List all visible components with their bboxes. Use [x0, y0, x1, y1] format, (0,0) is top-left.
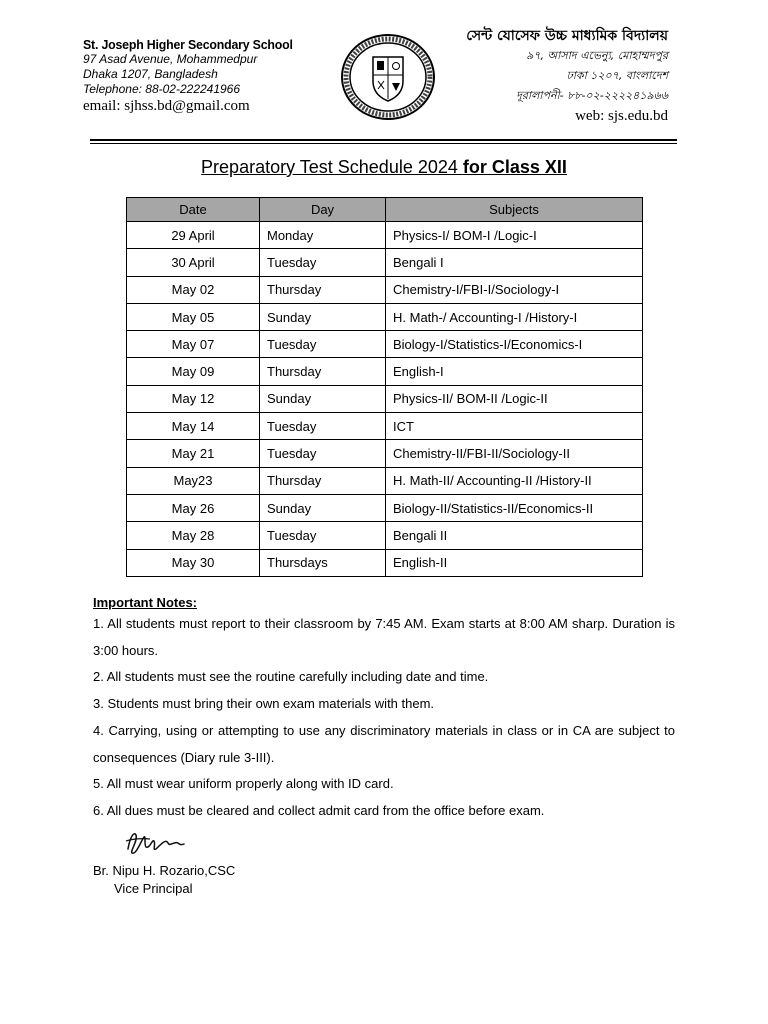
table-row	[127, 358, 643, 385]
note-item: 5. All must wear uniform properly along with ID card.	[93, 776, 394, 792]
handwritten-signature-icon	[122, 829, 188, 857]
cell-subjects: Biology-II/Statistics-II/Economics-II	[386, 494, 643, 521]
header-divider-thin	[90, 143, 677, 144]
table-row	[127, 440, 643, 467]
cell-day: Monday	[260, 222, 386, 249]
header-subjects: Subjects	[386, 198, 643, 222]
table-header-row	[127, 198, 643, 222]
signatory	[93, 862, 235, 898]
school-name-bengali: সেন্ট যোসেফ উচ্চ মাধ্যমিক বিদ্যালয়	[466, 28, 668, 44]
cell-subjects: Physics-II/ BOM-II /Logic-II	[386, 385, 643, 412]
header-day: Day	[260, 198, 386, 222]
table-row	[127, 303, 643, 330]
website: web: sjs.edu.bd	[575, 108, 668, 124]
address-bengali-2: ঢাকা ১২০৭, বাংলাদেশ	[566, 69, 668, 82]
header-left	[83, 37, 323, 115]
table-row	[127, 385, 643, 412]
address-bengali-1: ৯৭, আসাদ এভেন্যু, মোহাম্মদপুর	[526, 49, 668, 62]
table-row	[127, 413, 643, 440]
table-row	[127, 467, 643, 494]
cell-day: Sunday	[260, 385, 386, 412]
cell-day: Thursday	[260, 358, 386, 385]
note-item: 3. Students must bring their own exam materials with them.	[93, 696, 435, 712]
header-divider-thick	[90, 139, 677, 141]
cell-subjects: Biology-I/Statistics-I/Economics-I	[386, 331, 643, 358]
cell-date: May 07	[127, 331, 260, 358]
table-row	[127, 249, 643, 276]
cell-date: 30 April	[127, 249, 260, 276]
cell-subjects: Physics-I/ BOM-I /Logic-I	[386, 222, 643, 249]
header-date: Date	[127, 198, 260, 222]
cell-subjects: Chemistry-I/FBI-I/Sociology-I	[386, 276, 643, 303]
title-main: Preparatory Test Schedule 2024	[201, 157, 463, 177]
cell-date: May 12	[127, 385, 260, 412]
cell-day: Tuesday	[260, 413, 386, 440]
note-item: 1. All students must report to their classroom by 7:45 AM. Exam starts at 8:00 AM sharp. Duration is 3:00 hours.	[93, 616, 675, 658]
telephone: Telephone: 88-02-222241966	[83, 82, 241, 96]
cell-subjects: H. Math-/ Accounting-I /History-I	[386, 303, 643, 330]
table-row	[127, 331, 643, 358]
signatory-name: Br. Nipu H. Rozario,CSC	[93, 863, 236, 878]
cell-day: Tuesday	[260, 522, 386, 549]
signatory-role: Vice Principal	[114, 881, 193, 896]
note-item: 6. All dues must be cleared and collect admit card from the office before exam.	[93, 802, 545, 818]
cell-subjects: Bengali II	[386, 522, 643, 549]
cell-day: Sunday	[260, 494, 386, 521]
cell-day: Thursday	[260, 276, 386, 303]
table-row	[127, 494, 643, 521]
cell-date: May 09	[127, 358, 260, 385]
note-item: 4. Carrying, using or attempting to use any discriminatory materials in class or in CA are subject to consequences (Diary rule 3-III).	[93, 722, 675, 765]
cell-date: May23	[127, 467, 260, 494]
cell-date: May 14	[127, 413, 260, 440]
cell-day: Sunday	[260, 303, 386, 330]
cell-date: May 02	[127, 276, 260, 303]
table-row	[127, 222, 643, 249]
cell-date: May 28	[127, 522, 260, 549]
table-row	[127, 549, 643, 576]
cell-date: 29 April	[127, 222, 260, 249]
address-line-2: Dhaka 1207, Bangladesh	[83, 67, 218, 81]
email: email: sjhss.bd@gmail.com	[83, 98, 250, 114]
school-seal-icon	[340, 33, 436, 121]
cell-subjects: English-I	[386, 358, 643, 385]
cell-date: May 26	[127, 494, 260, 521]
cell-subjects: English-II	[386, 549, 643, 576]
cell-subjects: Chemistry-II/FBI-II/Sociology-II	[386, 440, 643, 467]
schedule-table	[126, 197, 643, 577]
school-name: St. Joseph Higher Secondary School	[83, 37, 293, 52]
cell-day: Thursdays	[260, 549, 386, 576]
cell-subjects: H. Math-II/ Accounting-II /History-II	[386, 467, 643, 494]
title-class: for Class XII	[462, 157, 567, 177]
cell-subjects: Bengali I	[386, 249, 643, 276]
notes-heading: Important Notes:	[93, 595, 197, 610]
cell-day: Tuesday	[260, 249, 386, 276]
cell-day: Thursday	[260, 467, 386, 494]
cell-day: Tuesday	[260, 440, 386, 467]
important-notes	[93, 595, 675, 825]
note-item: 2. All students must see the routine carefully including date and time.	[93, 669, 489, 685]
address-line-1: 97 Asad Avenue, Mohammedpur	[83, 52, 258, 66]
cell-day: Tuesday	[260, 331, 386, 358]
telephone-bengali: দূরালাপনী- ৮৮-০২-২২২২৪১৯৬৬	[516, 89, 668, 102]
page-title	[0, 157, 768, 178]
cell-date: May 30	[127, 549, 260, 576]
header-right	[428, 26, 668, 126]
cell-date: May 21	[127, 440, 260, 467]
cell-date: May 05	[127, 303, 260, 330]
table-row	[127, 522, 643, 549]
table-row	[127, 276, 643, 303]
cell-subjects: ICT	[386, 413, 643, 440]
